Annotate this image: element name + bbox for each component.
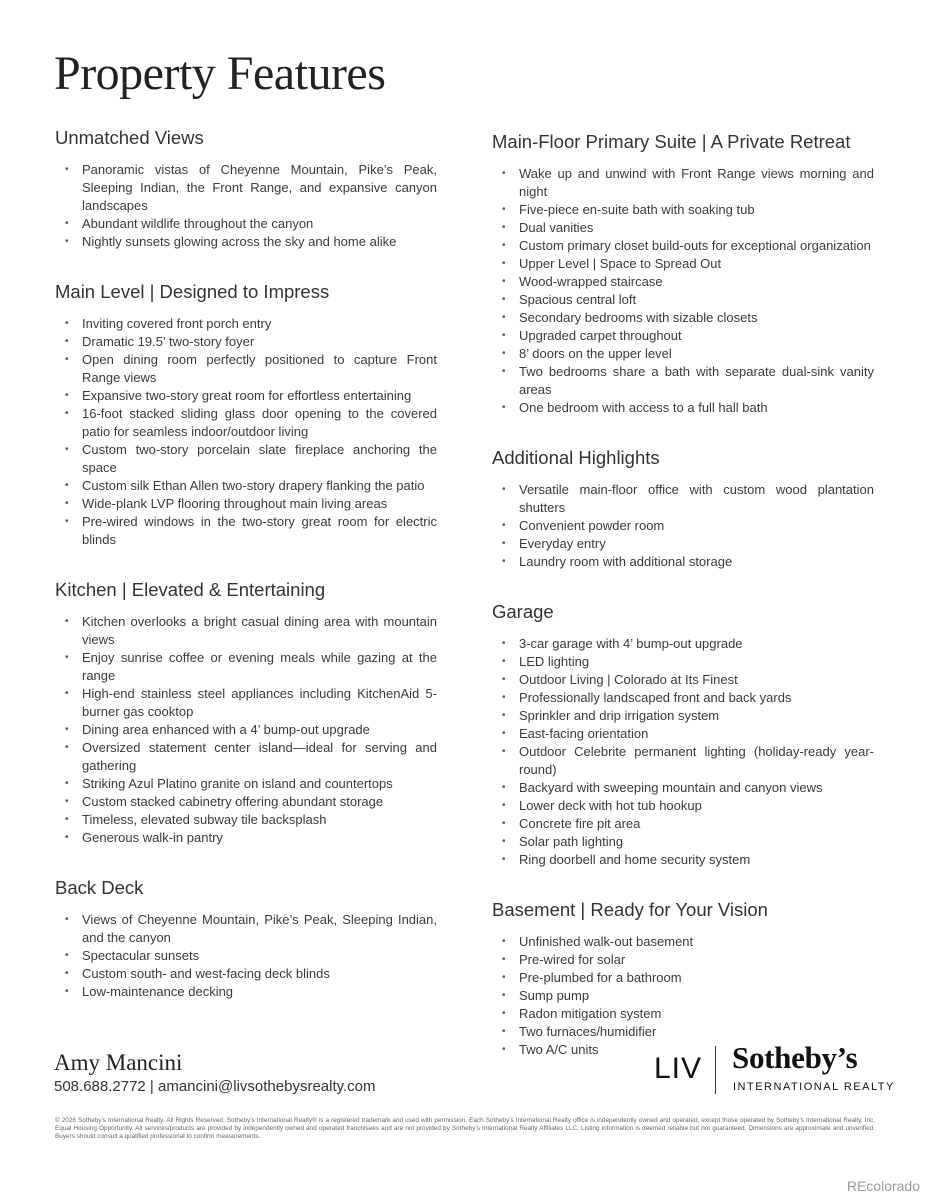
section-heading: Main Level | Designed to Impress: [55, 281, 330, 302]
section-main-level: [55, 280, 437, 549]
section-kitchen: [55, 578, 437, 847]
list-item: • Nightly sunsets glowing across the sky and home alike: [55, 233, 437, 251]
list-item: • Upgraded carpet throughout: [492, 327, 874, 345]
list-item: • Versatile main-floor office with custom wood plantation shutters: [492, 481, 874, 517]
feature-list: [55, 911, 437, 1001]
list-item: • High-end stainless steel appliances including KitchenAid 5-burner gas cooktop: [55, 685, 437, 721]
feature-list: [492, 635, 874, 869]
list-item: • Laundry room with additional storage: [492, 553, 874, 571]
agent-name: Amy Mancini: [54, 1050, 183, 1075]
list-item: • Wide-plank LVP flooring throughout main living areas: [55, 495, 437, 513]
list-item: • Sprinkler and drip irrigation system: [492, 707, 874, 725]
brokerage-logo: [654, 1040, 895, 1098]
list-item: • Wake up and unwind with Front Range views morning and night: [492, 165, 874, 201]
list-item: • Open dining room perfectly positioned to capture Front Range views: [55, 351, 437, 387]
section-heading: Back Deck: [55, 877, 144, 898]
list-item: • Panoramic vistas of Cheyenne Mountain, Pike’s Peak, Sleeping Indian, the Front Range, and expansive canyon landscapes: [55, 161, 437, 215]
list-item: • Two A/C units: [492, 1041, 874, 1059]
list-item: • 3-car garage with 4’ bump-out upgrade: [492, 635, 874, 653]
right-column: [492, 130, 874, 1088]
list-item: • Two furnaces/humidifier: [492, 1023, 874, 1041]
section-back-deck: [55, 876, 437, 1001]
list-item: • Two bedrooms share a bath with separate dual-sink vanity areas: [492, 363, 874, 399]
list-item: • Upper Level | Space to Spread Out: [492, 255, 874, 273]
feature-list: [55, 161, 437, 251]
list-item: • Abundant wildlife throughout the canyon: [55, 215, 437, 233]
list-item: • Professionally landscaped front and back yards: [492, 689, 874, 707]
list-item: • Views of Cheyenne Mountain, Pike’s Peak, Sleeping Indian, and the canyon: [55, 911, 437, 947]
section-heading: Main-Floor Primary Suite | A Private Retreat: [492, 131, 851, 152]
list-item: • Concrete fire pit area: [492, 815, 874, 833]
list-item: • Custom south- and west-facing deck blinds: [55, 965, 437, 983]
list-item: • Custom stacked cabinetry offering abundant storage: [55, 793, 437, 811]
section-unmatched-views: [55, 126, 437, 251]
list-item: • Sump pump: [492, 987, 874, 1005]
list-item: • Unfinished walk-out basement: [492, 933, 874, 951]
section-heading: Unmatched Views: [55, 127, 204, 148]
feature-list: [492, 165, 874, 417]
list-item: • Outdoor Celebrite permanent lighting (holiday-ready year-round): [492, 743, 874, 779]
list-item: • Timeless, elevated subway tile backsplash: [55, 811, 437, 829]
feature-list: [55, 613, 437, 847]
list-item: • Secondary bedrooms with sizable closets: [492, 309, 874, 327]
list-item: • Pre-wired for solar: [492, 951, 874, 969]
list-item: • LED lighting: [492, 653, 874, 671]
page-title: Property Features: [54, 47, 386, 100]
list-item: • Lower deck with hot tub hookup: [492, 797, 874, 815]
list-item: • Radon mitigation system: [492, 1005, 874, 1023]
list-item: • Inviting covered front porch entry: [55, 315, 437, 333]
list-item: • Pre-wired windows in the two-story great room for electric blinds: [55, 513, 437, 549]
list-item: • One bedroom with access to a full hall bath: [492, 399, 874, 417]
section-garage: [492, 600, 874, 869]
list-item: • Ring doorbell and home security system: [492, 851, 874, 869]
list-item: • Dual vanities: [492, 219, 874, 237]
list-item: • Convenient powder room: [492, 517, 874, 535]
logo-subtitle: INTERNATIONAL REALTY: [733, 1081, 895, 1093]
list-item: • Custom silk Ethan Allen two-story drapery flanking the patio: [55, 477, 437, 495]
list-item: • Striking Azul Platino granite on island and countertops: [55, 775, 437, 793]
logo-divider: [715, 1046, 716, 1094]
list-item: • Expansive two-story great room for effortless entertaining: [55, 387, 437, 405]
list-item: • Wood-wrapped staircase: [492, 273, 874, 291]
list-item: • Kitchen overlooks a bright casual dining area with mountain views: [55, 613, 437, 649]
list-item: • Outdoor Living | Colorado at Its Finest: [492, 671, 874, 689]
list-item: • Solar path lighting: [492, 833, 874, 851]
section-heading: Additional Highlights: [492, 447, 660, 468]
list-item: • Dining area enhanced with a 4’ bump-out upgrade: [55, 721, 437, 739]
list-item: • Pre-plumbed for a bathroom: [492, 969, 874, 987]
list-item: • East-facing orientation: [492, 725, 874, 743]
list-item: • Generous walk-in pantry: [55, 829, 437, 847]
source-watermark: REcolorado: [846, 1178, 920, 1194]
list-item: • Spectacular sunsets: [55, 947, 437, 965]
section-heading: Kitchen | Elevated & Entertaining: [55, 579, 326, 600]
list-item: • Oversized statement center island—ideal for serving and gathering: [55, 739, 437, 775]
feature-list: [55, 315, 437, 549]
list-item: • Five-piece en-suite bath with soaking tub: [492, 201, 874, 219]
feature-list: [492, 481, 874, 571]
list-item: • Everyday entry: [492, 535, 874, 553]
logo-brand-text: Sotheby’s: [732, 1040, 858, 1075]
logo-liv-text: LIV: [654, 1052, 703, 1085]
list-item: • Dramatic 19.5’ two-story foyer: [55, 333, 437, 351]
list-item: • Custom two-story porcelain slate fireplace anchoring the space: [55, 441, 437, 477]
section-heading: Garage: [492, 601, 554, 622]
agent-contact: 508.688.2772 | amancini@livsothebysrealty.com: [54, 1078, 376, 1095]
list-item: • Low-maintenance decking: [55, 983, 437, 1001]
list-item: • 16-foot stacked sliding glass door opening to the covered patio for seamless indoor/outdoor living: [55, 405, 437, 441]
section-basement: [492, 898, 874, 1059]
section-primary-suite: [492, 130, 874, 417]
section-additional-highlights: [492, 446, 874, 571]
list-item: • Custom primary closet build-outs for exceptional organization: [492, 237, 874, 255]
list-item: • Backyard with sweeping mountain and canyon views: [492, 779, 874, 797]
list-item: • 8’ doors on the upper level: [492, 345, 874, 363]
section-heading: Basement | Ready for Your Vision: [492, 899, 768, 920]
list-item: • Enjoy sunrise coffee or evening meals while gazing at the range: [55, 649, 437, 685]
left-column: [55, 126, 437, 1030]
list-item: • Spacious central loft: [492, 291, 874, 309]
legal-disclaimer: © 2026 Sotheby’s International Realty. All Rights Reserved. Sotheby’s International Realty® is a registered trademark and used with permission. Each Sotheby’s International Realty office is independently owned and operated, except those operated by Sotheby’s International Realty, Inc. Equal Housing Opportunity. All services/products are provided by independently owned and operated franchisees and are not provided by Sotheby’s International Realty Affiliates LLC. Listing information is deemed reliable but not guaranteed. Dimensions are approximate and unverified. Buyers should consult a qualified professional to confirm measurements.: [55, 1117, 875, 1141]
